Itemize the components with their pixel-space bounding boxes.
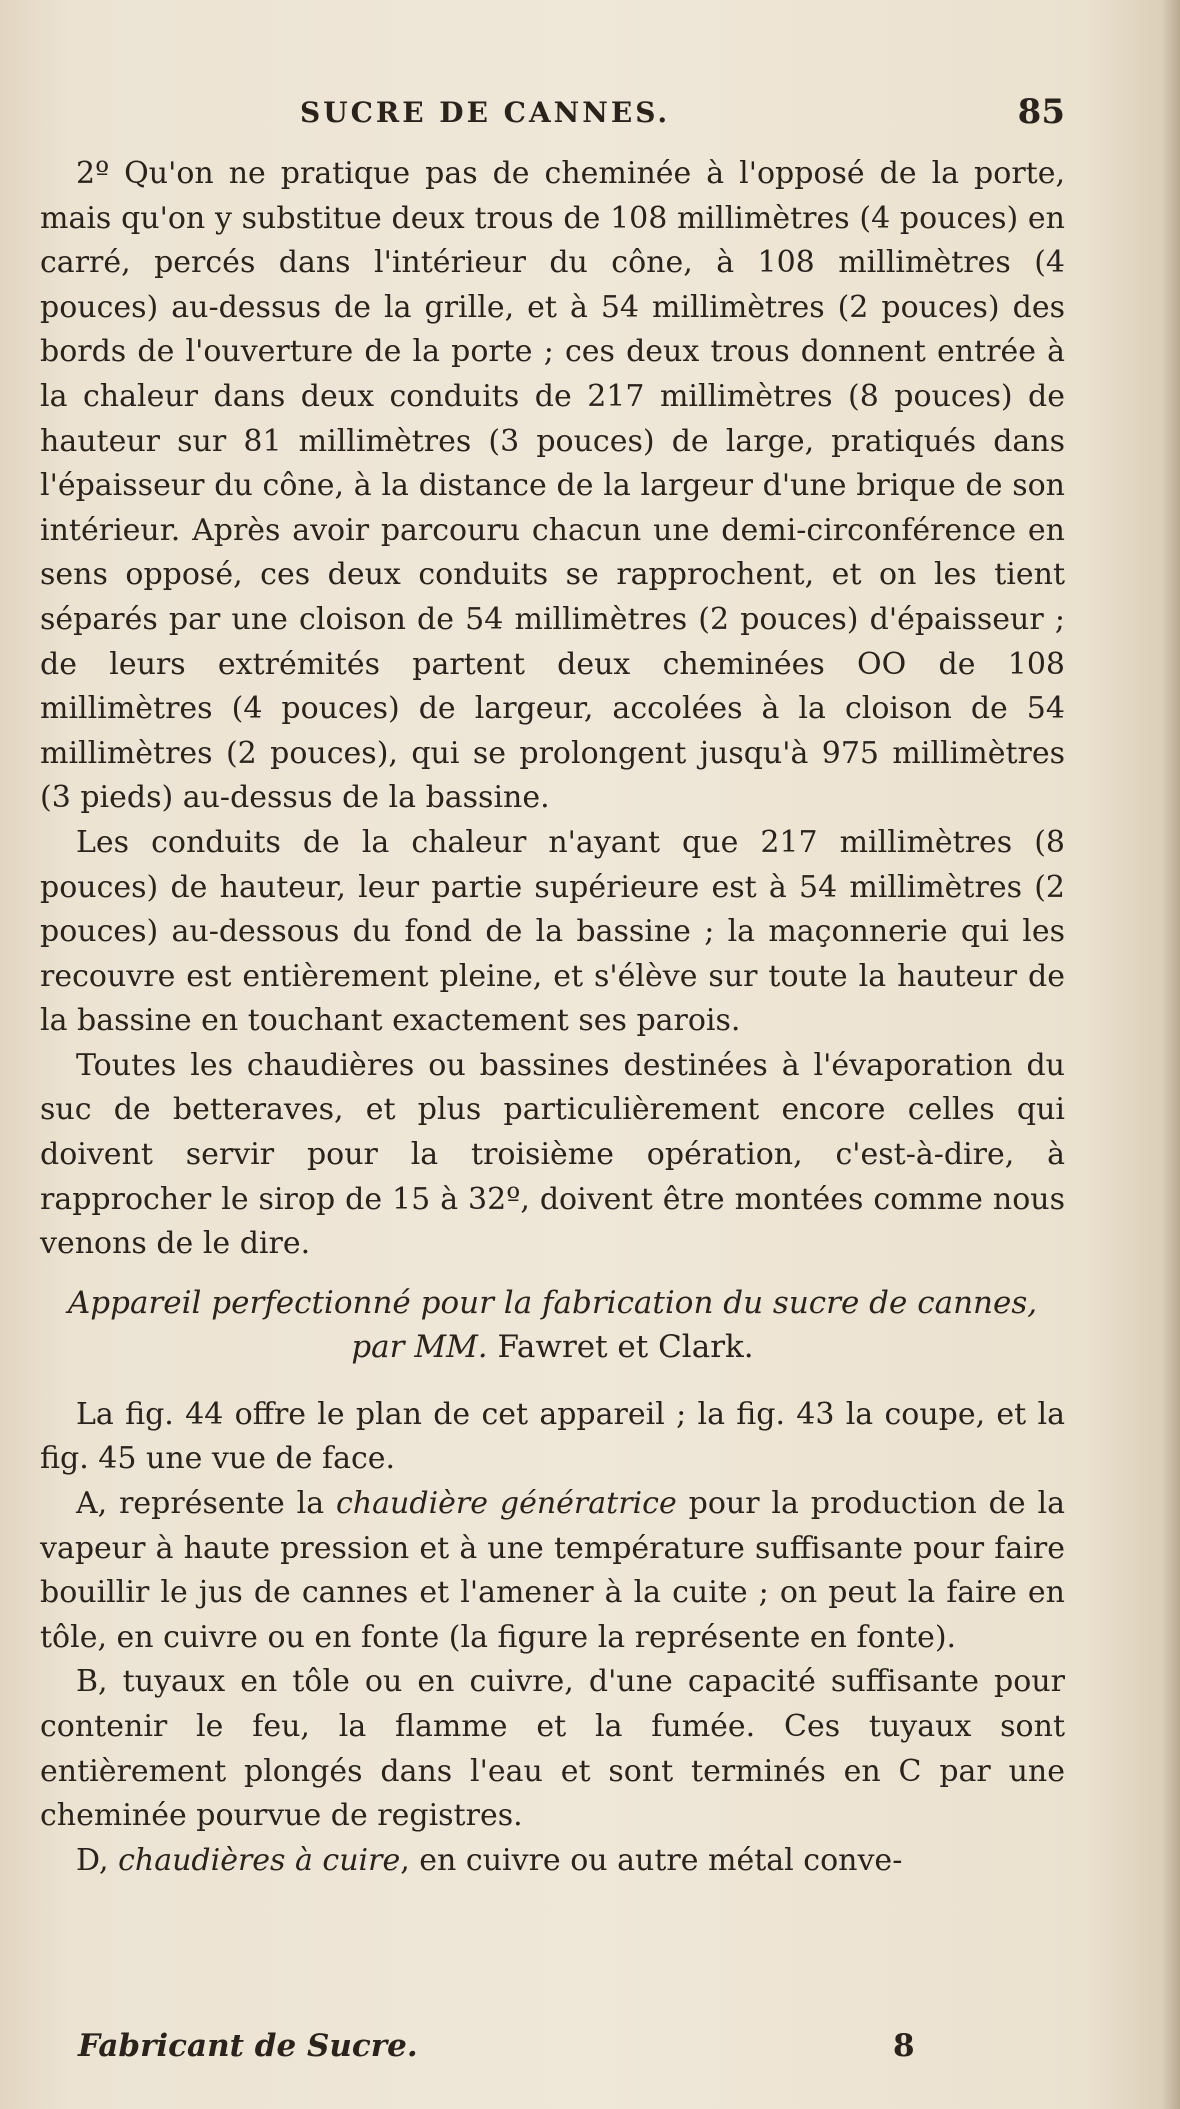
running-title: SUCRE DE CANNES. xyxy=(300,96,671,129)
paragraph-7 xyxy=(40,1839,1065,1884)
page-header xyxy=(0,92,1180,146)
paragraph-5-rest: pour la production de la vapeur à haute pression et à une température suffisante pour faire bouillir le jus de cannes et l'amener à la cuite ; on peut la faire en tôle, en cuivre ou en fonte (la figure la représente en fonte). xyxy=(40,1486,1065,1655)
signature-line: Fabricant de Sucre. xyxy=(78,2028,418,2064)
paragraph-1: 2º Qu'on ne pratique pas de cheminée à l'opposé de la porte, mais qu'on y substitue deux trous de 108 millimètres (4 pouces) en carré, percés dans l'intérieur du cône, à 108 millimètres (4 pouces) au-dessus de la grille, et à 54 millimètres (2 pouces) des bords de l'ouverture de la porte ; ces deux trous donnent entrée à la chaleur dans deux conduits de 217 millimètres (8 pouces) de hauteur sur 81 millimètres (3 pouces) de large, pratiqués dans l'épaisseur du cône, à la distance de la largeur d'une brique de son intérieur. Après avoir parcouru chacun une demi-circonférence en sens opposé, ces deux conduits se rapprochent, et on les tient séparés par une cloison de 54 millimètres (2 pouces) d'épaisseur ; de leurs extrémités partent deux cheminées OO de 108 millimètres (4 pouces) de largeur, accolées à la cloison de 54 millimètres (2 pouces), qui se prolongent jusqu'à 975 millimètres (3 pieds) au-dessus de la bassine. xyxy=(40,156,1065,816)
page-edge-shadow xyxy=(1162,0,1180,2109)
paragraph-4: La fig. 44 offre le plan de cet appareil ; la fig. 43 la coupe, et la fig. 45 une vue de face. xyxy=(40,1396,1065,1477)
section-heading-par: par MM. xyxy=(351,1328,488,1365)
paragraph-3: Toutes les chaudières ou bassines destinées à l'évaporation du suc de betteraves, et plus particulièrement encore celles qui doivent servir pour la troisième opération, c'est-à-dire, à rapprocher le sirop de 15 à 32º, doivent être montées comme nous venons de le dire. xyxy=(40,1047,1065,1262)
signature-mark: 8 xyxy=(893,2028,915,2064)
page-footer xyxy=(0,2028,1180,2078)
paragraph-7-rest: , en cuivre ou autre métal conve- xyxy=(400,1842,903,1878)
paragraph-2: Les conduits de la chaleur n'ayant que 217 millimètres (8 pouces) de hauteur, leur partie supérieure est à 54 millimètres (2 pouces) au-dessous du fond de la bassine ; la maçonnerie qui les recouvre est entièrement pleine, et s'élève sur toute la hauteur de la bassine en touchant exactement ses parois. xyxy=(40,824,1065,1039)
section-heading-title: Appareil perfectionné pour la fabrication du sucre de cannes, xyxy=(67,1284,1038,1321)
paragraph-6: B, tuyaux en tôle ou en cuivre, d'une capacité suffisante pour contenir le feu, la flamme et la fumée. Ces tuyaux sont entièrement plongés dans l'eau et sont terminés en C par une cheminée pourvue de registres. xyxy=(40,1664,1065,1834)
paragraph-5-lead: A, représente la xyxy=(76,1486,325,1522)
body-text xyxy=(40,152,1065,1883)
paragraph-5 xyxy=(40,1482,1065,1660)
section-heading-names: Fawret et Clark. xyxy=(497,1328,754,1365)
page-number: 85 xyxy=(1017,92,1065,132)
paragraph-7-lead: D, xyxy=(76,1842,109,1878)
section-heading xyxy=(40,1281,1065,1369)
paragraph-7-term: chaudières à cuire xyxy=(118,1842,401,1878)
section-heading-authors xyxy=(40,1325,1065,1369)
paragraph-5-term: chaudière génératrice xyxy=(336,1486,677,1522)
